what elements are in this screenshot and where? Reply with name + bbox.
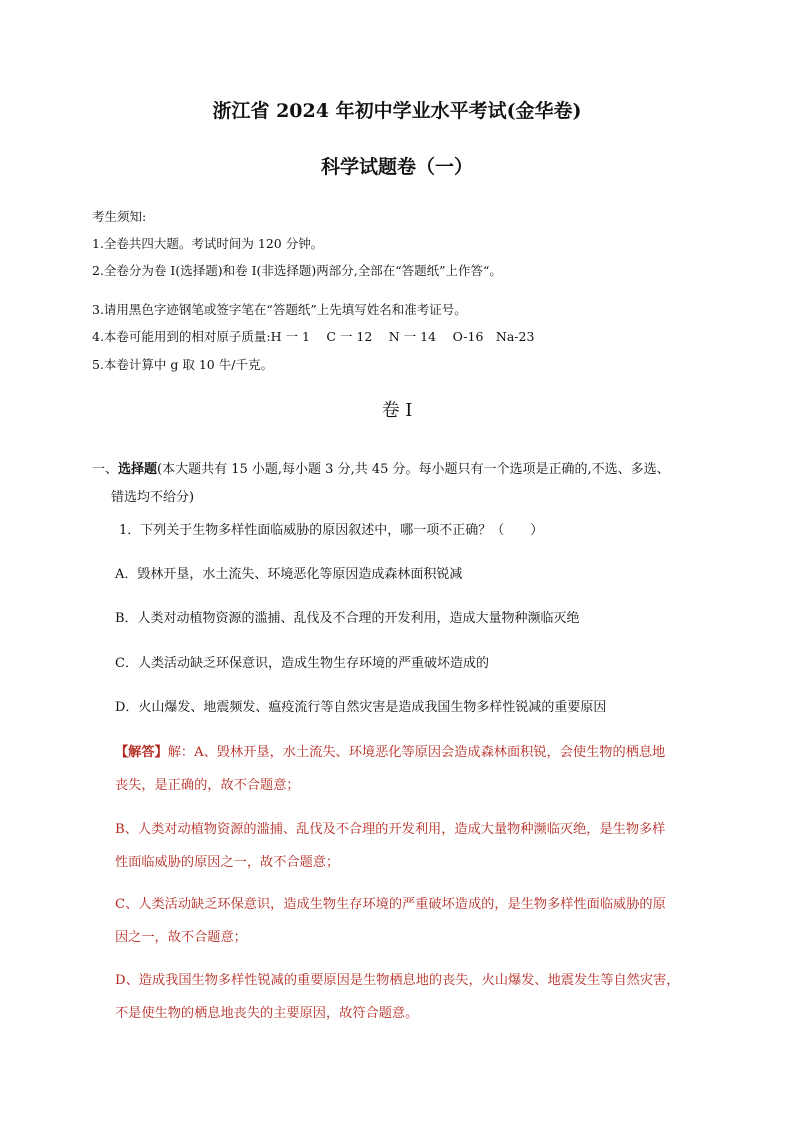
option-a: A．毁林开垦，水土流失、环境恶化等原因造成森林面积锐减 [115, 567, 463, 582]
volume-label: 卷 I [381, 400, 413, 421]
option-c: C．人类活动缺乏环保意识，造成生物生存环境的严重破坏造成的 [115, 656, 489, 671]
part-prefix: 一、 [92, 462, 119, 477]
answer-tag: 【解答】 [115, 745, 168, 760]
answer-line-6: 因之一，故不合题意； [115, 930, 247, 945]
exam-subtitle: 科学试题卷（一） [320, 156, 473, 178]
answer-line-1: 【解答】解：A、毁林开垦，水土流失、环境恶化等原因会造成森林面积锐，会使生物的栖息地 [115, 745, 666, 760]
option-d: D．火山爆发、地震频发、瘟疫流行等自然灾害是造成我国生物多样性锐减的重要原因 [115, 700, 607, 715]
notice-item-2: 2.全卷分为卷 I(选择题)和卷 I(非选择题)两部分,全部在“答题纸”上作答“。 [92, 263, 502, 278]
notice-item-5: 5.本卷计算中 g 取 10 牛/千克。 [92, 357, 273, 372]
answer-line-3: B、人类对动植物资源的滥捕、乱伐及不合理的开发利用，造成大量物种濒临灭绝，是生物多样 [115, 822, 666, 837]
part-name: 选择题 [118, 462, 158, 477]
notice-item-4: 4.本卷可能用到的相对原子质量:H 一 1 C 一 12 N 一 14 O-16 Na-23 [92, 329, 535, 344]
answer-line-7: D、造成我国生物多样性锐减的重要原因是生物栖息地的丧失，火山爆发、地震发生等自然灾害， [115, 973, 680, 988]
answer-line-2: 丧失，是正确的，故不合题意； [115, 778, 300, 793]
exam-title: 浙江省 2024 年初中学业水平考试(金华卷) [212, 100, 582, 122]
part-heading [92, 458, 670, 477]
option-b: B．人类对动植物资源的滥捕、乱伐及不合理的开发利用，造成大量物种濒临灭绝 [115, 611, 580, 626]
answer-line-8: 不是使生物的栖息地丧失的主要原因，故符合题意。 [115, 1006, 419, 1021]
answer-line-4: 性面临威胁的原因之一，故不合题意； [115, 855, 340, 870]
notice-item-3: 3.请用黑色字迹钢笔或签字笔在“答题纸”上先填写姓名和准考证号。 [92, 302, 467, 317]
part-description-cont: 错选均不给分) [111, 490, 195, 505]
notice-heading: 考生须知: [92, 209, 147, 224]
notice-item-1: 1.全卷共四大题。考试时间为 120 分钟。 [92, 236, 324, 251]
part-description: (本大题共有 15 小题,每小题 3 分,共 45 分。每小题只有一个选项是正确的,不选、多选、 [157, 462, 670, 477]
answer-line-5: C、人类活动缺乏环保意识，造成生物生存环境的严重破坏造成的，是生物多样性面临威胁的原 [115, 897, 666, 912]
question-stem: 1．下列关于生物多样性面临威胁的原因叙述中，哪一项不正确？（ ） [119, 523, 544, 538]
